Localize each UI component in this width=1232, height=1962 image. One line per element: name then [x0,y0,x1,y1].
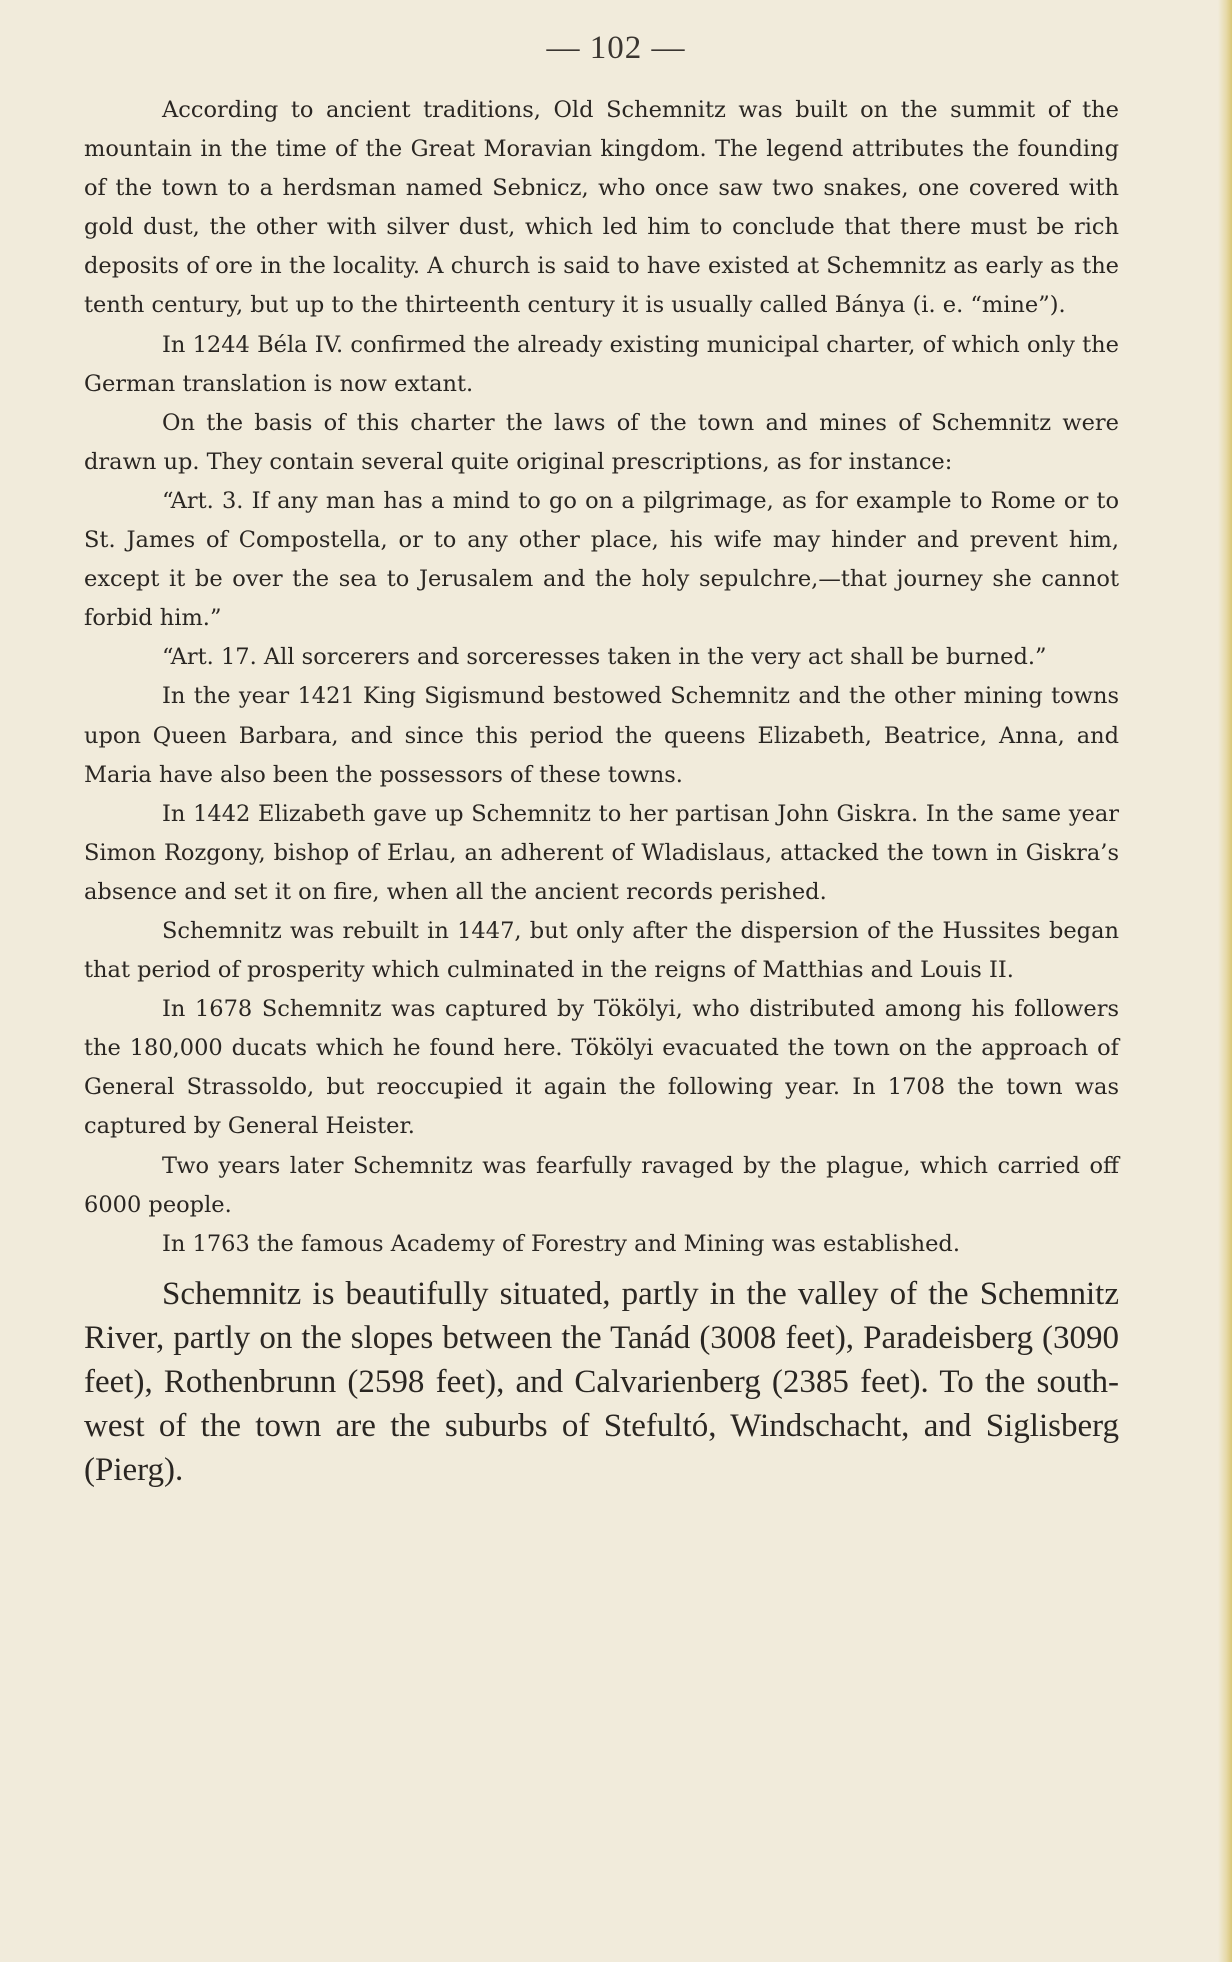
paragraph-sigismund: In the year 1421 King Sigismund bestowed Schemnitz and the other mining towns upon Queen Barbara, and since this period the queens Elizabeth, Beatrice, Anna, and Maria have also been the possessors of these towns. [84,683,1119,788]
paragraph-plague: Two years later Schemnitz was fearfully ravaged by the plague, which carried off 6000 people. [84,1152,1119,1218]
paragraph-charter-laws: On the basis of this charter the laws of the town and mines of Schemnitz were drawn up. They contain several quite original prescriptions, as for instance: [84,409,1119,475]
paragraph-art-17: “Art. 17. All sorcerers and sorceresses taken in the very act shall be burned.” [162,644,1047,671]
page-edge [1218,0,1232,1962]
paragraph-giskra: In 1442 Elizabeth gave up Schemnitz to her partisan John Giskra. In the same year Simon Rozgony, bishop of Erlau, an adherent of Wladislaus, attacked the town in Giskra’s absence and set it on fire, when all the ancient records perished. [84,800,1119,905]
body-text [84,91,1119,1492]
paragraph-academy: In 1763 the famous Academy of Forestry and Mining was established. [162,1230,960,1257]
paragraph-rebuilt: Schemnitz was rebuilt in 1447, but only after the dispersion of the Hussites began that period of prosperity which culminated in the reigns of Matthias and Louis II. [84,917,1119,984]
paragraph-bela-charter: In 1244 Béla IV. confirmed the already existing municipal charter, of which only the German translation is now extant. [84,331,1119,397]
paragraph-old-schemnitz-tradition: According to ancient traditions, Old Schemnitz was built on the summit of the mountain in the time of the Great Moravian kingdom. The legend attributes the founding of the town to a herdsman named Sebnicz, who once saw two snakes, one covered with gold dust, the other with silver dust, which led him to conclude that there must be rich deposits of ore in the locality. A church is said to have existed at Schemnitz as early as the tenth century, but up to the thirteenth century it is usually called Bánya (i. e. “mine”). [84,97,1119,319]
paragraph-situation: Schemnitz is beautifully situated, partly in the valley of the Schemnitz River, partly on the slopes between the Tanád (3008 feet), Paradeisberg (3090 feet), Rothenbrunn (2598 feet), and Calvarienberg (2385 feet). To the south-west of the town are the suburbs of Stefultó, Windschacht, and Siglisberg (Pierg). [84,1275,1119,1488]
paragraph-art-3: “Art. 3. If any man has a mind to go on a pilgrimage, as for example to Rome or to St. James of Compostella, or to any other place, his wife may hinder and prevent him, except it be over the sea to Jerusalem and the holy sepulchre,—that journey she cannot forbid him.” [84,487,1119,632]
page-number: — 102 — [546,30,686,66]
paragraph-tokolyi: In 1678 Schemnitz was captured by Tökölyi, who distributed among his followers the 180,000 ducats which he found here. Tökölyi evacuated the town on the approach of General Strassoldo, but reoccupied it again the following year. In 1708 the town was captured by General Heister. [84,996,1119,1140]
